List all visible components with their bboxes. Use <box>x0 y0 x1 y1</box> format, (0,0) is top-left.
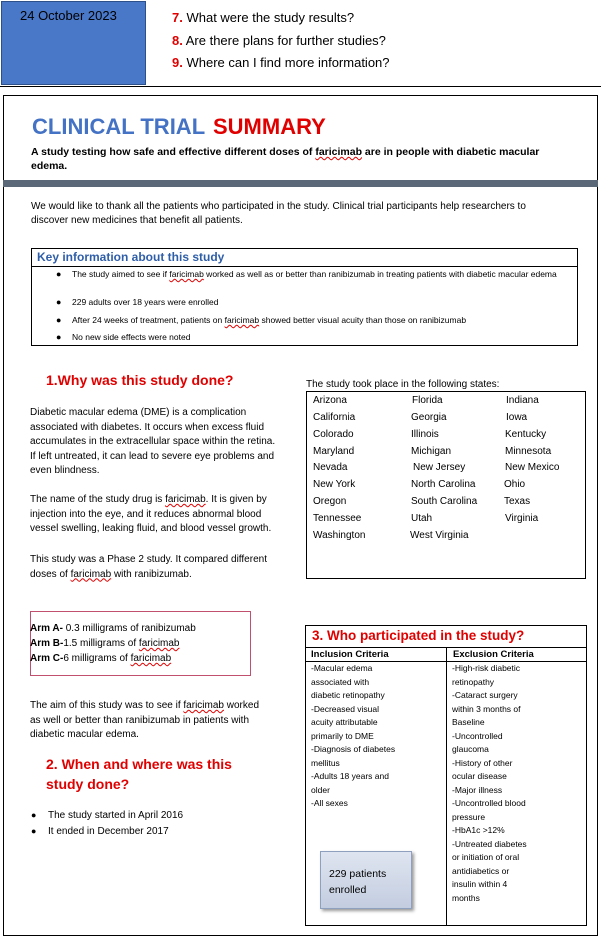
state-name: New York <box>313 479 356 490</box>
state-name: New Jersey <box>413 462 466 473</box>
bullet-icon: ● <box>56 332 62 342</box>
state-name: New Mexico <box>505 462 560 473</box>
key-info-item: ● After 24 weeks of treatment, patients on faricimab showed better visual acuity than those on ranibizumab <box>56 315 467 325</box>
section1-paragraph3: This study was a Phase 2 study. It compared different doses of faricimab with ranibizumab. <box>30 554 267 580</box>
question-9: 9. Where can I find more information? <box>172 55 390 70</box>
key-info-item: ● No new side effects were noted <box>56 332 191 342</box>
key-info-item: ● The study aimed to see if faricimab worked as well as or better than ranibizumab in treating patients with diabetic macular edema <box>56 269 557 279</box>
enrolled-text: 229 patients enrolled <box>329 868 387 896</box>
state-name: North Carolina <box>411 479 476 490</box>
arm-b: Arm B-1.5 milligrams of faricimab <box>30 638 180 649</box>
subtitle: A study testing how safe and effective different doses of faricimab are in people with diabetic macular edema. <box>31 146 540 172</box>
state-name: Texas <box>504 496 531 507</box>
state-name: Arizona <box>313 395 347 406</box>
bullet-icon: ● <box>56 269 62 279</box>
date-box <box>1 1 146 85</box>
key-info-rule <box>31 266 578 267</box>
bullet-icon: ● <box>56 297 62 307</box>
key-info-item: ● 229 adults over 18 years were enrolled <box>56 297 219 307</box>
state-name: Illinois <box>411 429 439 440</box>
state-name: West Virginia <box>410 530 469 541</box>
state-name: Michigan <box>411 446 452 457</box>
bullet-icon: ● <box>31 826 37 836</box>
state-name: Indiana <box>506 395 539 406</box>
title-clinical-trial: CLINICAL TRIAL <box>32 114 206 139</box>
state-name: Washington <box>313 530 366 541</box>
state-name: Oregon <box>313 496 347 507</box>
question-8: 8. Are there plans for further studies? <box>172 33 386 48</box>
section2-bullet-start: ● The study started in April 2016 <box>31 810 184 821</box>
bullet-icon: ● <box>31 810 37 820</box>
exclusion-header: Exclusion Criteria <box>453 649 534 660</box>
inclusion-criteria: -Macular edema associated with diabetic retinopathy -Decreased visual acuity attributable primarily to DME -Diagnosis of diabetes mellitus -Adults 18 years and older -All sexes <box>311 663 396 808</box>
state-name: Kentucky <box>505 429 547 440</box>
aim-paragraph: The aim of this study was to see if faricimab worked as well or better than ranibizumab in patients with diabetic macular edema. <box>30 700 259 740</box>
section2-heading: 2. When and where was this study done? <box>46 756 232 792</box>
section2-bullet-end: ● It ended in December 2017 <box>31 826 169 837</box>
title-summary: SUMMARY <box>213 114 326 139</box>
section3-heading: 3. Who participated in the study? <box>312 628 525 643</box>
state-name: Minnesota <box>505 446 552 457</box>
state-name: Utah <box>411 513 433 524</box>
enrolled-callout <box>320 851 412 909</box>
state-name: Virginia <box>505 513 539 524</box>
state-name: Ohio <box>504 479 526 490</box>
section-divider <box>3 180 598 187</box>
state-name: Maryland <box>313 446 355 457</box>
states-caption: The study took place in the following states: <box>306 379 500 390</box>
key-info-title: Key information about this study <box>37 250 225 264</box>
state-name: South Carolina <box>411 496 478 507</box>
state-name: Tennessee <box>313 513 362 524</box>
state-name: Colorado <box>313 429 354 440</box>
state-name: Nevada <box>313 462 348 473</box>
arm-c: Arm C-6 milligrams of faricimab <box>30 653 172 664</box>
exclusion-criteria: -High-risk diabetic retinopathy -Cataract surgery within 3 months of Baseline -Uncontrolled glaucoma -History of other ocular disease -Major illness -Uncontrolled blood pressure -HbA1c >12% -Untreated diabetes or initiation of oral antidiabetics or insulin within 4 months <box>452 663 527 903</box>
thanks-paragraph: We would like to thank all the patients who participated in the study. Clinical trial participants help researchers to discover new medicines that benefit all patients. <box>31 201 526 226</box>
bullet-icon: ● <box>56 315 62 325</box>
state-name: California <box>313 412 356 423</box>
section1-paragraph2: The name of the study drug is faricimab. It is given by injection into the eye, and it reduces abnormal blood vessel swelling, leaking fluid, and blood vessel growth. <box>30 494 272 534</box>
date-text: 24 October 2023 <box>20 8 117 23</box>
state-name: Georgia <box>411 412 447 423</box>
state-name: Iowa <box>506 412 528 423</box>
inclusion-header: Inclusion Criteria <box>311 649 389 660</box>
arm-a: Arm A- 0.3 milligrams of ranibizumab <box>30 623 196 634</box>
question-7: 7. What were the study results? <box>172 10 355 25</box>
section1-paragraph1: Diabetic macular edema (DME) is a complication associated with diabetes. It occurs when excess fluid accumulates in the extracellular space within the retina. If left untreated, it can lead to severe eye problems and even blindness. <box>30 407 276 476</box>
section1-heading: 1.Why was this study done? <box>46 372 234 388</box>
table-column-rule <box>446 647 447 926</box>
state-name: Florida <box>412 395 443 406</box>
